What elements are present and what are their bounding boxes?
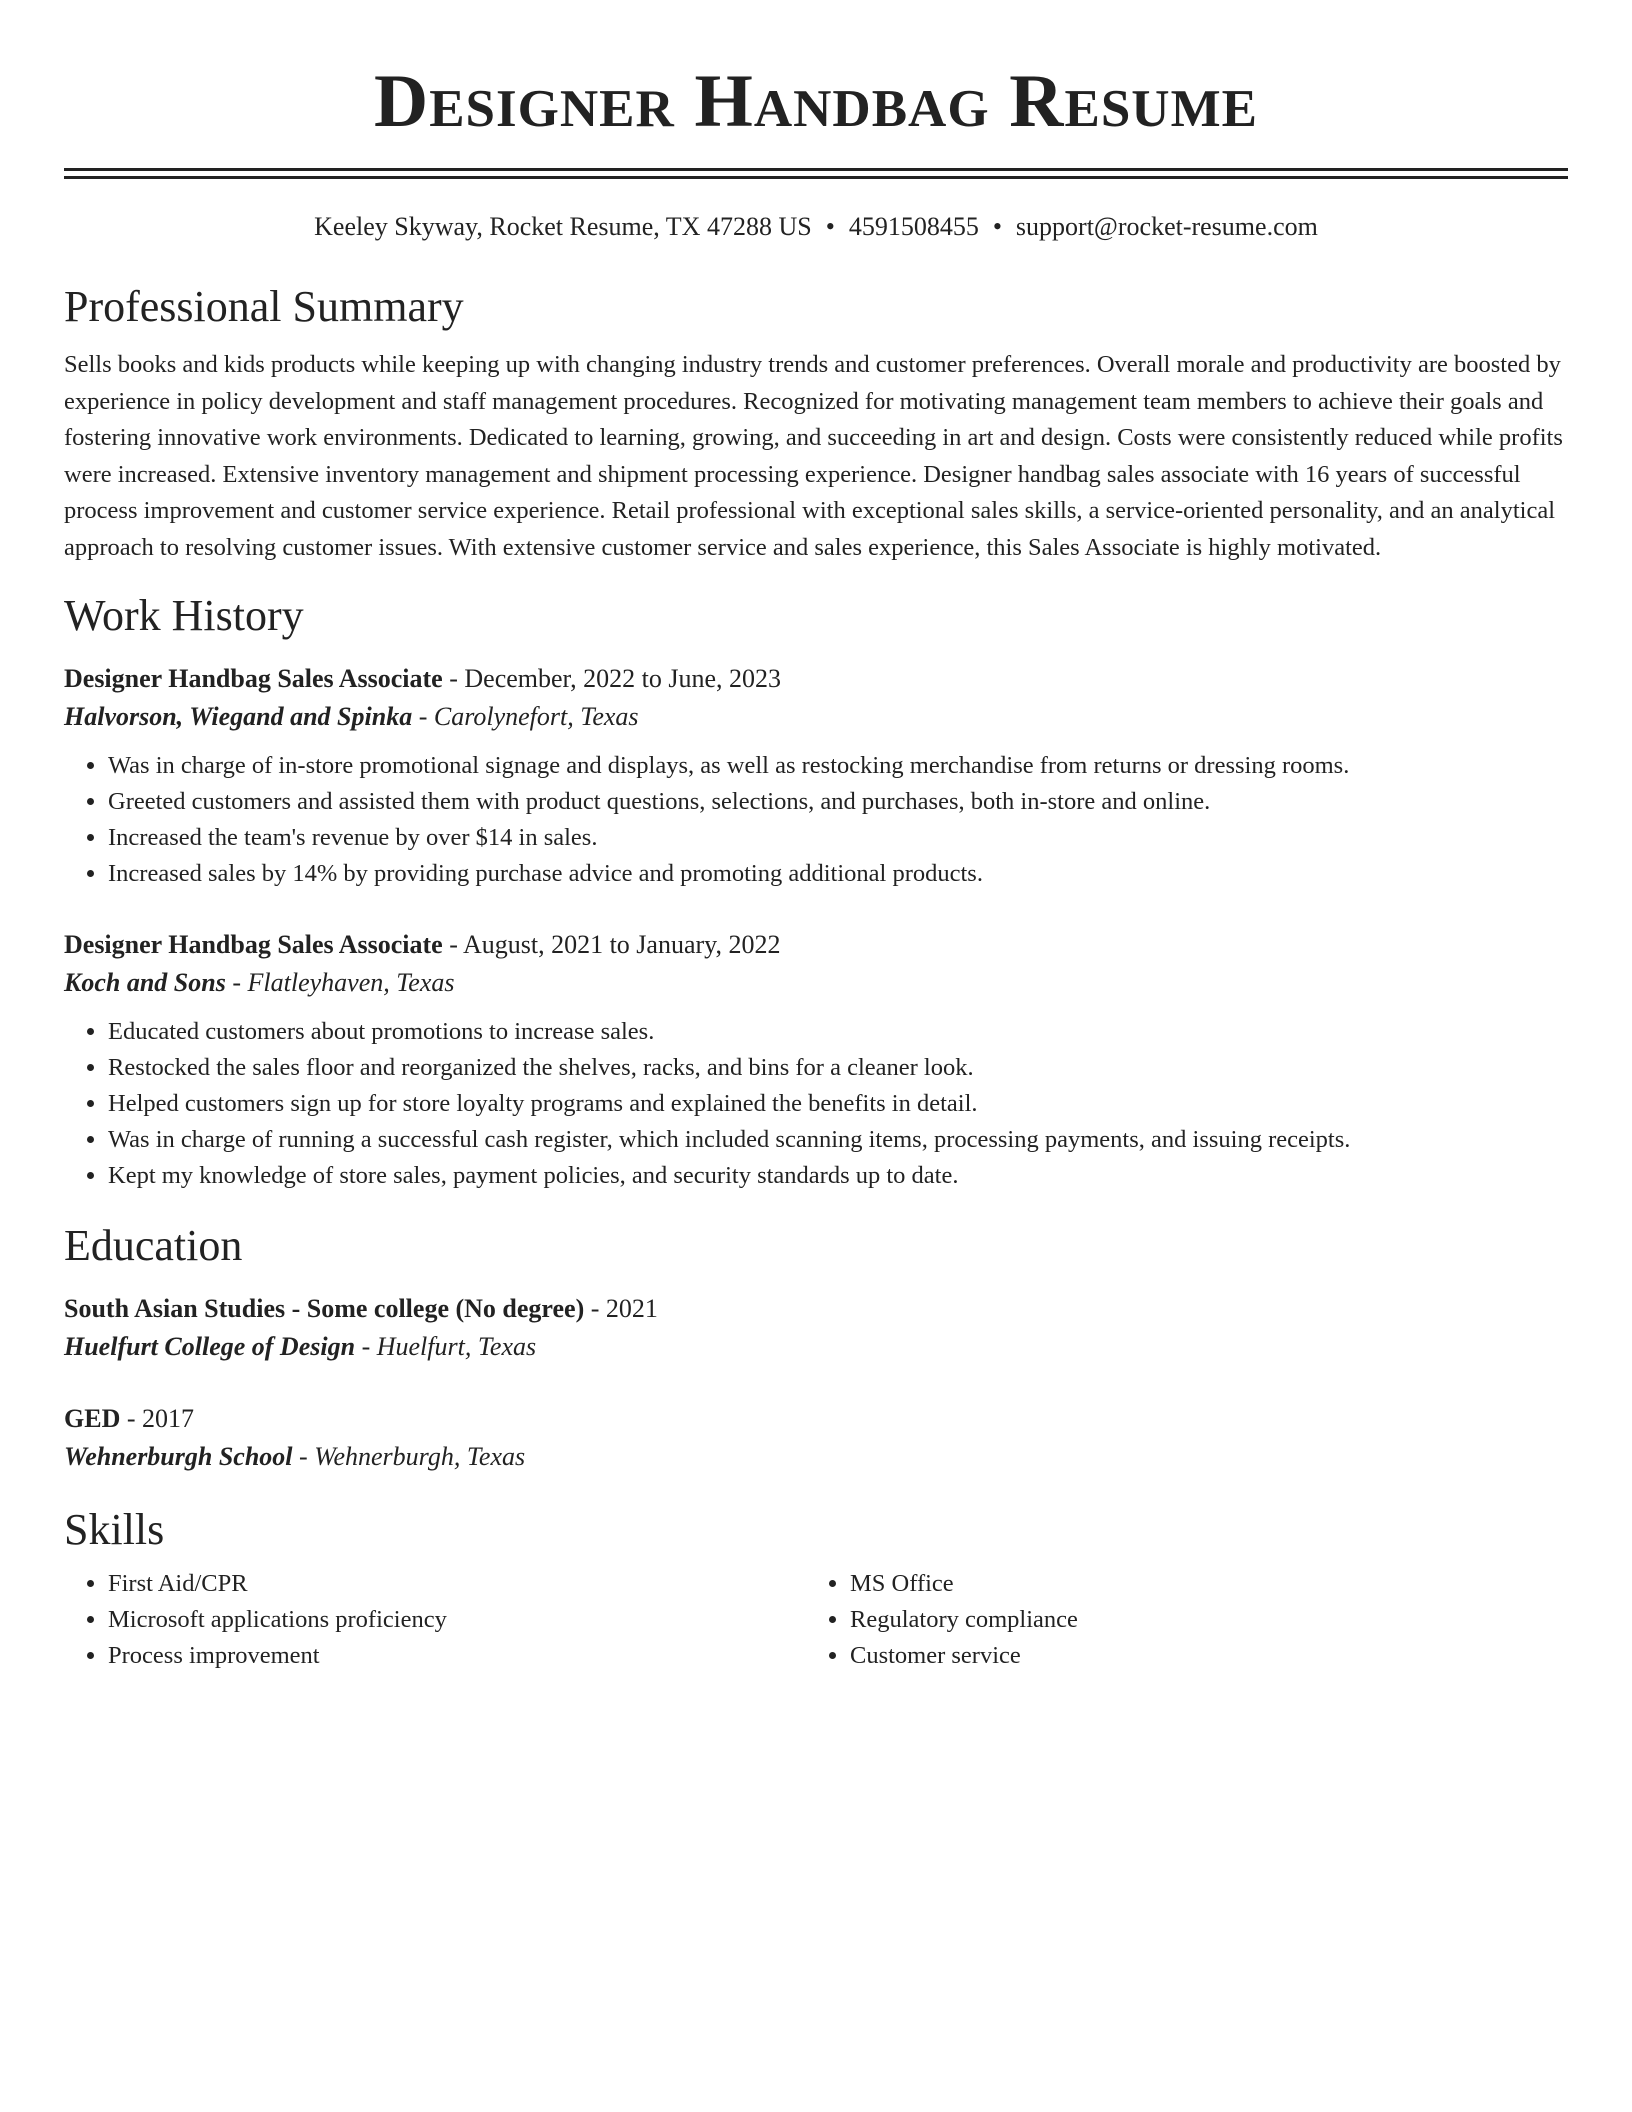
degree-name: GED	[64, 1404, 121, 1433]
list-item: • Kept my knowledge of store sales, payment policies, and security standards up to date.	[108, 1158, 1568, 1194]
job-location: Carolynefort, Texas	[433, 702, 639, 731]
list-item: • Increased sales by 14% by providing purchase advice and promoting additional products.	[108, 856, 1568, 892]
contact-address: Keeley Skyway, Rocket Resume, TX 47288 US	[314, 212, 812, 241]
list-item: • Was in charge of running a successful cash register, which included scanning items, processing payments, and issuing receipts.	[108, 1122, 1568, 1158]
contact-line	[64, 209, 1568, 245]
job-title: Designer Handbag Sales Associate	[64, 664, 443, 693]
job-location: Flatleyhaven, Texas	[247, 968, 455, 997]
skills-column-right	[806, 1566, 1548, 1674]
job-dates: August, 2021 to January, 2022	[462, 930, 781, 959]
school-location: Wehnerburgh, Texas	[314, 1442, 526, 1471]
section-heading-skills: Skills	[64, 1505, 165, 1554]
education-school	[64, 1438, 1568, 1476]
section-heading-education: Education	[64, 1221, 243, 1270]
skill-item: • Process improvement	[108, 1638, 806, 1674]
dash: -	[225, 968, 248, 997]
education-header	[64, 1290, 1568, 1328]
job-entry	[64, 926, 1568, 1194]
summary-text: Sells books and kids products while keeping up with changing industry trends and customer preferences. Overall morale and productivity are boosted by experience in policy development and staff management procedures. Recognized for motivating management team members to achieve their goals and fostering innovative work environments. Dedicated to learning, growing, and succeeding in art and design. Costs were consistently reduced while profits were increased. Extensive inventory management and shipment processing experience. Designer handbag sales associate with 16 years of successful process improvement and customer service experience. Retail professional with exceptional sales skills, a service-oriented personality, and an analytical approach to resolving customer issues. With extensive customer service and sales experience, this Sales Associate is highly motivated.	[64, 351, 1563, 561]
dash: -	[292, 1442, 315, 1471]
dash: -	[355, 1332, 377, 1361]
title-double-rule	[64, 168, 1568, 179]
job-duties-list	[64, 1014, 1568, 1194]
list-item: • Restocked the sales floor and reorganized the shelves, racks, and bins for a cleaner look.	[108, 1050, 1568, 1086]
job-header	[64, 660, 1568, 698]
list-item: • Helped customers sign up for store loyalty programs and explained the benefits in detail.	[108, 1086, 1568, 1122]
skill-item: • MS Office	[850, 1566, 1548, 1602]
job-employer	[64, 964, 1568, 1002]
skill-item: • Customer service	[850, 1638, 1548, 1674]
degree-name: South Asian Studies - Some college (No degree)	[64, 1294, 585, 1323]
skills-list	[806, 1566, 1548, 1674]
skills-list	[64, 1566, 806, 1674]
graduation-year: 2017	[142, 1404, 195, 1433]
skills-column-left	[64, 1566, 806, 1674]
contact-email: support@rocket-resume.com	[1015, 212, 1318, 241]
contact-separator: •	[992, 212, 1002, 241]
list-item: • Increased the team's revenue by over $14 in sales.	[108, 820, 1568, 856]
education-header	[64, 1400, 1568, 1438]
dash: -	[412, 702, 434, 731]
school-location: Huelfurt, Texas	[376, 1332, 537, 1361]
skill-item: • Regulatory compliance	[850, 1602, 1548, 1638]
skill-item: • Microsoft applications proficiency	[108, 1602, 806, 1638]
job-duties-list	[64, 748, 1568, 892]
dash: -	[442, 664, 465, 693]
contact-phone: 4591508455	[848, 212, 979, 241]
job-title: Designer Handbag Sales Associate	[64, 930, 443, 959]
job-dates: December, 2022 to June, 2023	[464, 664, 782, 693]
list-item: • Educated customers about promotions to increase sales.	[108, 1014, 1568, 1050]
school-name: Wehnerburgh School	[64, 1442, 293, 1471]
education-entry	[64, 1290, 1568, 1366]
job-employer	[64, 698, 1568, 736]
resume-title: Designer Handbag Resume	[374, 60, 1258, 143]
company-name: Koch and Sons	[64, 968, 226, 997]
dash: -	[120, 1404, 143, 1433]
list-item: • Was in charge of in-store promotional signage and displays, as well as restocking merchandise from returns or dressing rooms.	[108, 748, 1568, 784]
list-item: • Greeted customers and assisted them with product questions, selections, and purchases, both in-store and online.	[108, 784, 1568, 820]
education-entry	[64, 1400, 1568, 1476]
skill-item: • First Aid/CPR	[108, 1566, 806, 1602]
graduation-year: 2021	[605, 1294, 658, 1323]
company-name: Halvorson, Wiegand and Spinka	[64, 702, 413, 731]
job-entry	[64, 660, 1568, 892]
contact-separator: •	[825, 212, 835, 241]
section-heading-summary: Professional Summary	[64, 282, 464, 331]
job-header	[64, 926, 1568, 964]
section-heading-work-history: Work History	[64, 591, 304, 640]
school-name: Huelfurt College of Design	[64, 1332, 356, 1361]
education-school	[64, 1328, 1568, 1366]
dash: -	[442, 930, 463, 959]
dash: -	[584, 1294, 606, 1323]
skills-grid	[64, 1566, 1568, 1674]
